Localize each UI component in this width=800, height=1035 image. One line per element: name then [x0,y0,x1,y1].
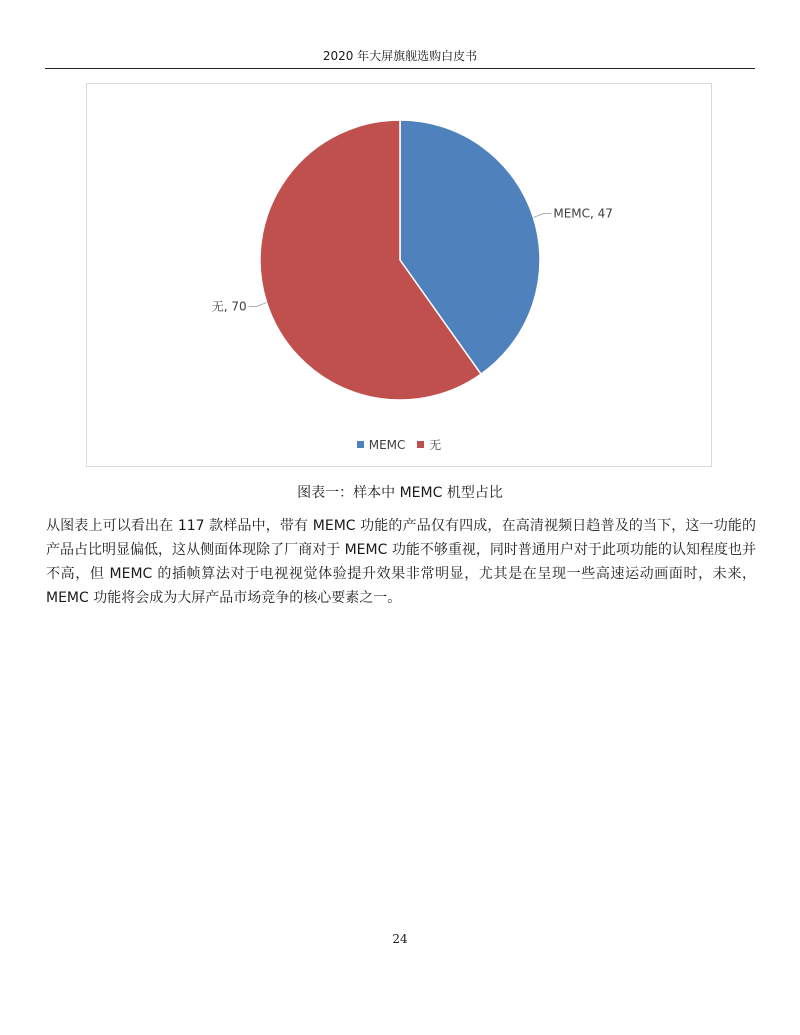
slice-label-memc: MEMC, 47 [553,206,613,221]
legend-label-none: 无 [429,438,442,452]
legend-item-none [417,436,441,453]
pie-chart-svg [87,84,713,468]
pie-chart [86,83,712,467]
page-header [45,44,755,69]
body-paragraph: 从图表上可以看出在 117 款样品中，带有 MEMC 功能的产品仅有四成，在高清视频日趋普及的当下，这一功能的产品占比明显偏低，这从侧面体现除了厂商对于 MEMC 功能不够重视，同时普通用户对于此项功能的认知程度也并不高，但 MEMC 的插帧算法对于电视视觉体验提升效果非常明显，尤其是在呈现一些高速运动画面时，未来，MEMC 功能将会成为大屏产品市场竞争的核心要素之一。 [46,518,756,606]
legend-item-memc [357,438,406,452]
legend-swatch-memc [357,441,364,448]
figure-caption: 图表一：样本中 MEMC 机型占比 [297,485,503,501]
leader-line-memc [533,213,551,217]
header-title: 2020 年大屏旗舰选购白皮书 [322,49,478,63]
legend-swatch-none [417,441,424,448]
page-number: 24 [392,932,408,946]
legend-label-memc: MEMC [368,437,406,452]
leader-line-none [249,303,267,307]
slice-label-none: 无, 70 [211,299,247,314]
chart-legend [87,436,711,453]
